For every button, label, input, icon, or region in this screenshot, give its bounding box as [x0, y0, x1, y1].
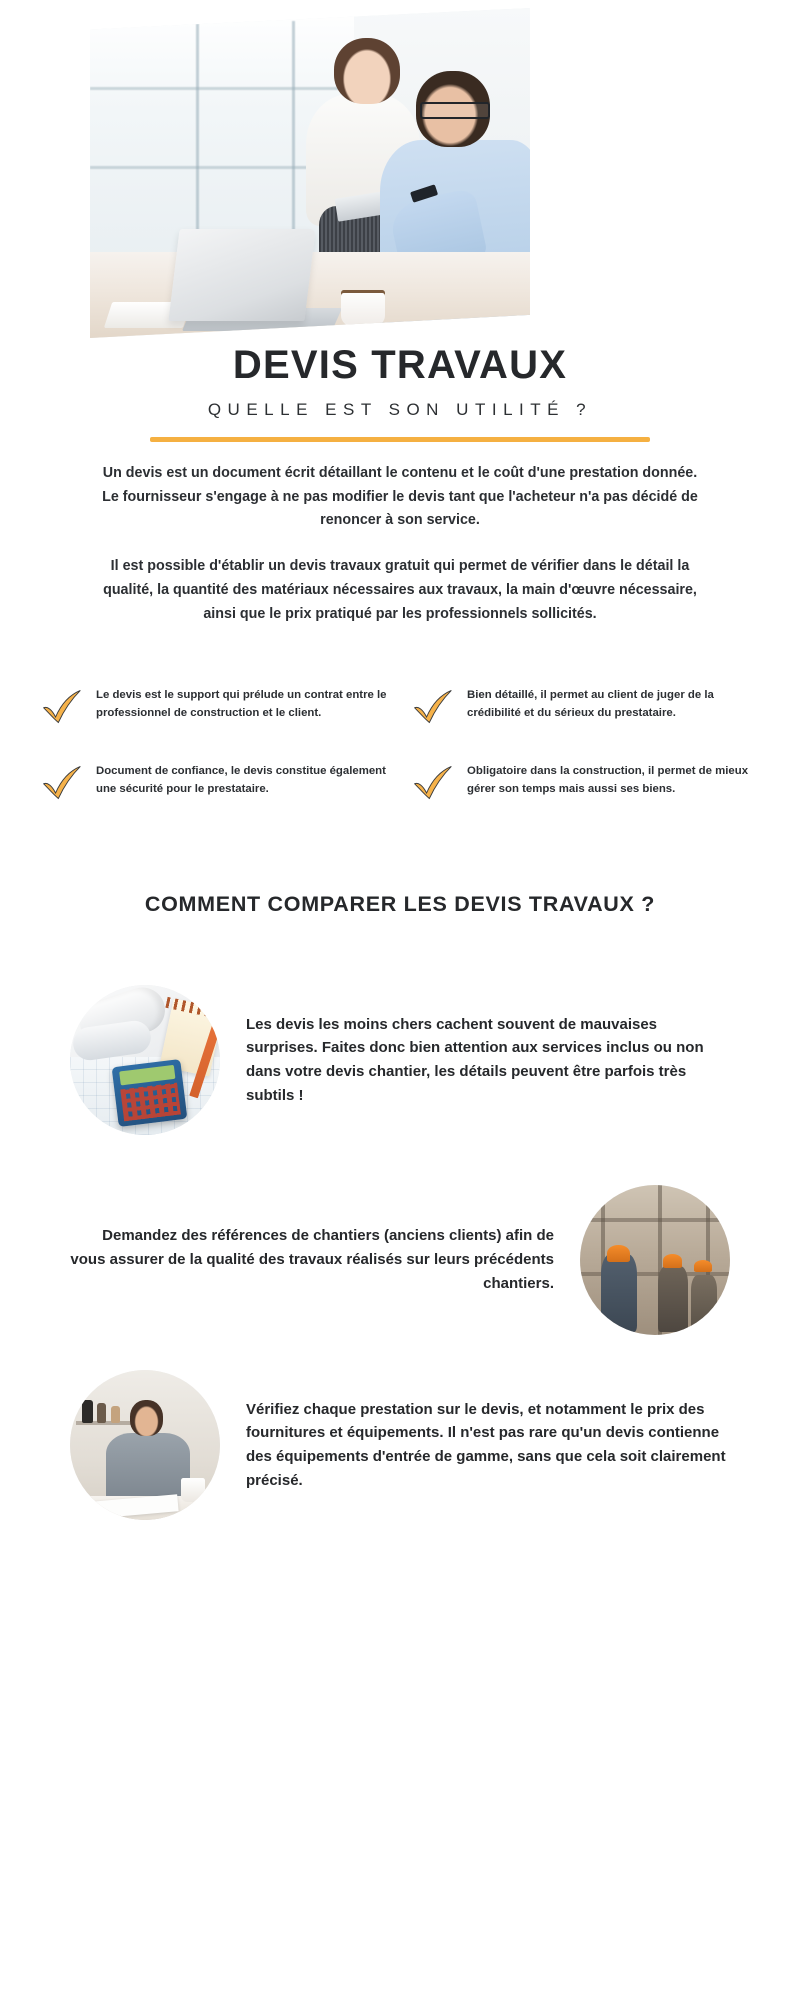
intro-paragraph-1: Un devis est un document écrit détaillant le contenu et le coût d'une prestation donnée. Le fournisseur s'engage à ne pas modifier le devis tant que l'acheteur n'a pas décidé de renoncer à son service. — [102, 465, 698, 529]
worker-background — [691, 1275, 717, 1332]
hero-woman-head — [334, 38, 400, 104]
hard-hat-icon — [607, 1245, 630, 1262]
scaffold-beam — [580, 1218, 730, 1222]
benefit-text: Document de confiance, le devis constitue également une sécurité pour le prestataire. — [96, 765, 386, 796]
benefit-item — [411, 682, 760, 728]
page-subtitle: QUELLE EST SON UTILITÉ ? — [207, 400, 593, 419]
page-title: DEVIS TRAVAUX — [232, 343, 568, 387]
man-head — [130, 1400, 163, 1436]
accent-divider — [150, 437, 650, 442]
hard-hat-icon — [694, 1260, 712, 1272]
hero-laptop-screen — [168, 229, 316, 321]
check-icon — [411, 684, 455, 728]
hero-window-mullion-vertical — [292, 21, 295, 252]
hero-coffee-cup — [341, 290, 385, 326]
benefit-item — [411, 758, 760, 804]
hero-image-wrapper — [0, 0, 800, 350]
hero-man-glasses — [420, 102, 490, 119]
content-block-2-text: Demandez des références de chantiers (anciens clients) afin de vous assurer de la qualité des travaux réalisés sur leurs précédents chantiers. — [70, 1227, 554, 1292]
man-torso — [106, 1433, 190, 1502]
hero-office-scene — [90, 8, 530, 338]
section-2-title: COMMENT COMPARER LES DEVIS TRAVAUX ? — [144, 892, 656, 916]
content-block-1-text: Les devis les moins chers cachent souvent de mauvaises surprises. Faites donc bien attention aux services inclus ou non dans votre devis chantier, les détails peuvent être parfois très subtils ! — [246, 1015, 704, 1104]
calculator — [112, 1059, 188, 1127]
benefit-text: Bien détaillé, il permet au client de juger de la crédibilité et du sérieux du prestataire. — [467, 689, 714, 720]
bottle — [82, 1400, 93, 1423]
benefit-item — [40, 758, 389, 804]
hero-image — [90, 8, 530, 338]
benefit-text: Le devis est le support qui prélude un contrat entre le professionnel de construction et le client. — [96, 689, 387, 720]
hero-window-mullion-horizontal — [90, 87, 363, 90]
man-reviewing-documents-image — [70, 1370, 220, 1520]
content-block-2 — [70, 1185, 730, 1335]
content-block-1 — [70, 985, 730, 1135]
hero-window-mullion-vertical — [196, 21, 199, 252]
calculator-screen — [119, 1065, 175, 1085]
check-icon — [411, 760, 455, 804]
intro-section — [100, 462, 700, 648]
bottle — [111, 1406, 120, 1423]
title-block — [0, 344, 800, 420]
coffee-cup — [181, 1478, 205, 1502]
content-block-3-text: Vérifiez chaque prestation sur le devis, et notamment le prix des fournitures et équipements. Il n'est pas rare qu'un devis contienne des équipements d'entrée de gamme, sans que cela soit clairement précisé. — [246, 1400, 726, 1489]
content-block-3 — [70, 1370, 730, 1520]
calculator-keys — [121, 1082, 181, 1121]
bottle — [97, 1403, 106, 1423]
construction-site-image — [580, 1185, 730, 1335]
intro-paragraph-2: Il est possible d'établir un devis travaux gratuit qui permet de vérifier dans le détail la qualité, la quantité des matériaux nécessaires aux travaux, la main d'œuvre nécessaire, ainsi que le prix pratiqué par les professionnels sollicités. — [103, 558, 697, 622]
worker-background — [658, 1266, 688, 1332]
check-icon — [40, 760, 84, 804]
check-icon — [40, 684, 84, 728]
worker-foreground — [601, 1254, 637, 1332]
blueprints-calculator-image — [70, 985, 220, 1135]
hard-hat-icon — [663, 1254, 683, 1268]
benefit-text: Obligatoire dans la construction, il permet de mieux gérer son temps mais aussi ses biens. — [467, 765, 749, 796]
benefit-item — [40, 682, 389, 728]
benefits-grid — [40, 682, 760, 804]
